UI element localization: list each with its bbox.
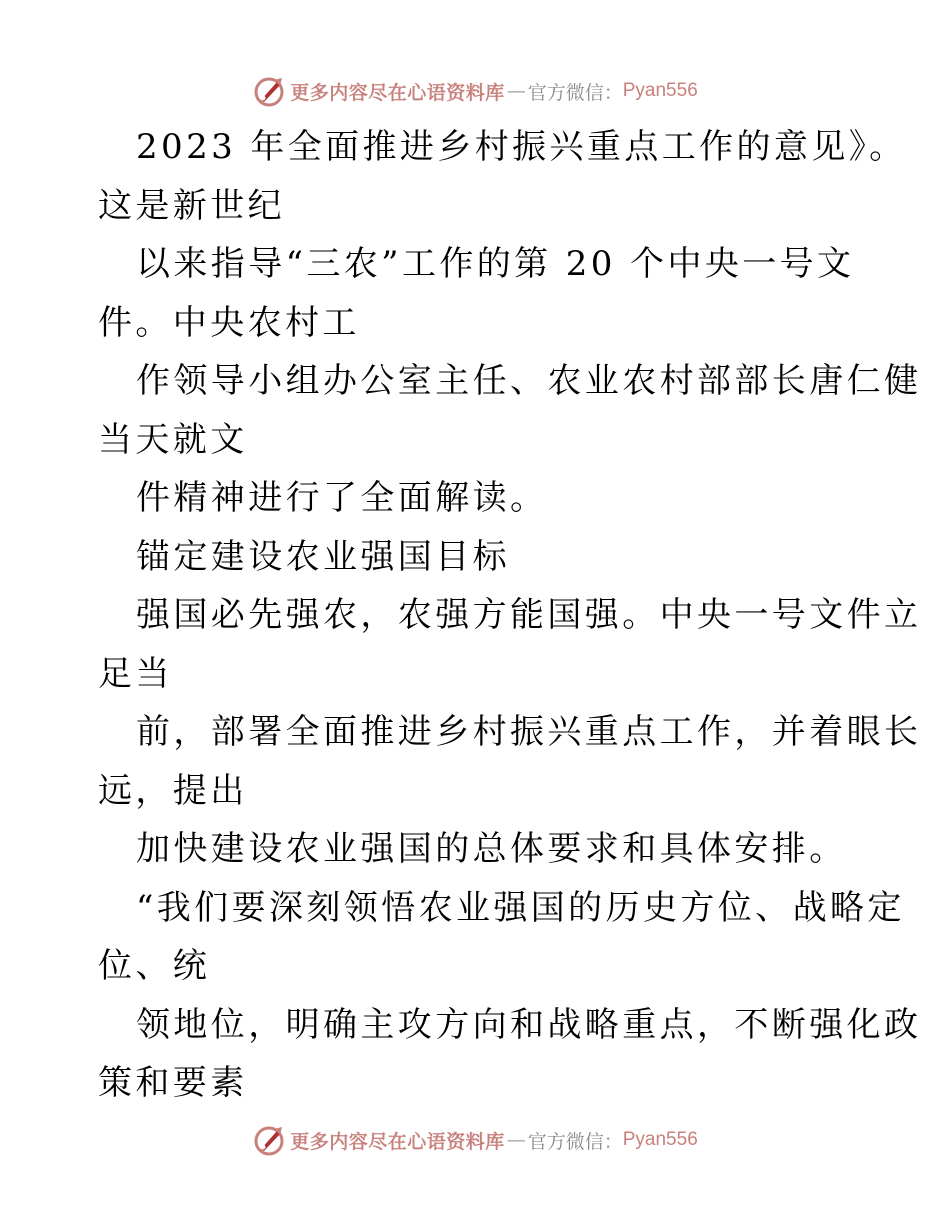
watermark-id: Pyan556	[622, 1129, 698, 1150]
body-line: 当天就文	[98, 419, 248, 460]
document-body	[98, 118, 922, 1113]
section-heading: 锚定建设农业强国目标	[136, 536, 510, 577]
body-line: 策和要素	[98, 1063, 248, 1103]
quill-logo-icon	[252, 74, 286, 108]
body-line: 以来指导“三农”工作的第 20 个中央一号文	[136, 244, 855, 284]
body-line: 强国必先强农，农强方能国强。中央一号文件立	[136, 595, 922, 635]
body-line: 领地位，明确主攻方向和战略重点，不断强化政	[136, 1004, 922, 1045]
body-line: 件精神进行了全面解读。	[136, 478, 548, 518]
body-line: 这是新世纪	[98, 185, 285, 226]
body-line: 作领导小组办公室主任、农业农村部部长唐仁健	[136, 361, 922, 401]
watermark-label: 官方微信：	[527, 1130, 623, 1153]
header-watermark	[0, 71, 950, 111]
body-line: 足当	[98, 653, 173, 694]
body-line: 件。中央农村工	[98, 302, 360, 343]
body-line: “我们要深刻领悟农业强国的历史方位、战略定	[136, 887, 905, 928]
watermark-brand: 更多内容尽在心语资料库	[290, 81, 505, 104]
body-line: 加快建设农业强国的总体要求和具体安排。	[136, 829, 847, 869]
watermark-separator: —	[506, 80, 526, 102]
body-line: 2023 年全面推进乡村振兴重点工作的意见》。	[136, 127, 907, 167]
watermark-label: 官方微信：	[527, 81, 623, 104]
footer-watermark	[0, 1120, 950, 1160]
watermark-separator: —	[506, 1129, 526, 1151]
quill-logo-icon	[252, 1123, 286, 1157]
watermark-id: Pyan556	[622, 80, 698, 101]
body-line: 前，部署全面推进乡村振兴重点工作，并着眼长	[136, 712, 922, 752]
body-line: 远，提出	[98, 770, 248, 811]
body-line: 位、统	[98, 946, 211, 986]
watermark-brand: 更多内容尽在心语资料库	[290, 1130, 505, 1153]
